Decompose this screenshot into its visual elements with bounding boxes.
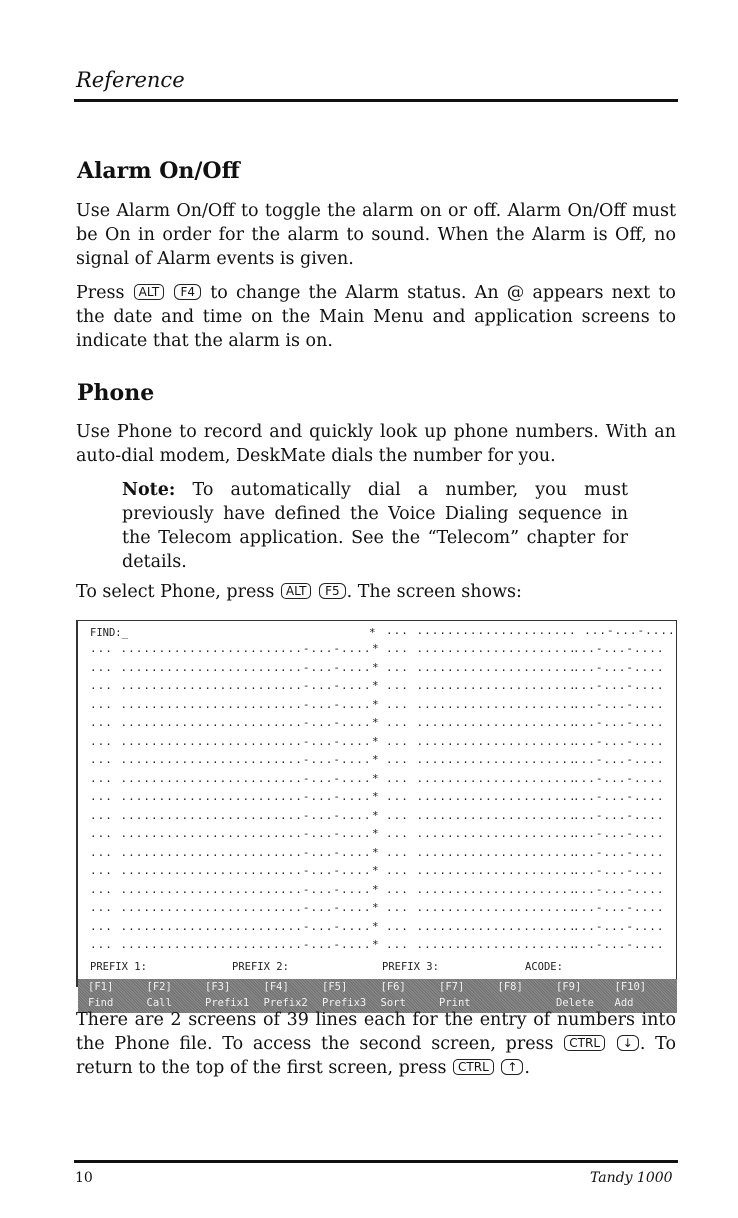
entry-number-right: ...-...-....: [573, 808, 665, 822]
f4-key: F4: [174, 284, 201, 300]
entry-name-left: ... .....................: [90, 660, 281, 674]
column-separator: *: [372, 771, 380, 785]
list-item[interactable]: [90, 938, 674, 957]
entry-name-right: ... .....................: [386, 938, 577, 951]
alt-key: ALT: [281, 583, 312, 599]
product-name: Tandy 1000: [590, 1170, 673, 1186]
entry-name-right: ... .....................: [386, 827, 577, 840]
column-separator: *: [372, 679, 380, 692]
column-separator: *: [372, 845, 380, 859]
entry-name-left: ... .....................: [90, 753, 281, 766]
list-item[interactable]: [90, 698, 674, 717]
entry-number-left: ...-...-....: [280, 790, 372, 803]
entry-number-right: ...-...-....: [573, 827, 665, 840]
entry-name-left: ... .....................: [90, 808, 281, 822]
entry-number-left: ...-...-....: [280, 827, 372, 840]
entry-number-left: ...-...-....: [280, 882, 372, 896]
function-key-6[interactable]: [F6]: [380, 981, 406, 993]
function-name-6[interactable]: Sort: [380, 997, 406, 1009]
entry-number-left: ...-...-....: [280, 864, 372, 877]
column-separator: *: [372, 790, 380, 803]
entry-number-left: ...-...-....: [280, 660, 372, 674]
list-item[interactable]: [90, 864, 674, 883]
function-key-10[interactable]: [F10]: [614, 981, 647, 993]
entry-number-left: ...-...-....: [280, 716, 372, 729]
note-label: Note:: [122, 480, 176, 500]
list-item[interactable]: [90, 846, 674, 865]
after-text: There are 2 screens of 39 lines each for the entry of numbers into the Phone file. To access the second screen, press: [76, 1010, 676, 1054]
function-key-7[interactable]: [F7]: [439, 981, 465, 993]
entry-number-right: ...-...-....: [573, 919, 665, 933]
up-arrow-key: ↑: [501, 1059, 523, 1075]
entry-number-right: ...-...-....: [573, 845, 665, 859]
function-name-3[interactable]: Prefix1: [205, 997, 250, 1009]
column-separator: *: [372, 697, 380, 711]
entry-number-right: ...-...-....: [573, 771, 665, 785]
entry-number-right: ...-...-....: [573, 882, 665, 896]
list-item[interactable]: [90, 716, 674, 735]
alarm-paragraph: Use Alarm On/Off to toggle the alarm on or off. Alarm On/Off must be On in order for the alarm to sound. When the Alarm is Off, no signal of Alarm events is given.: [76, 201, 676, 269]
entry-name-left: ... .....................: [90, 938, 281, 951]
header-rule: [74, 99, 678, 102]
ctrl-key: CTRL: [453, 1059, 494, 1075]
entry-number-right: ...-...-....: [573, 716, 665, 729]
column-separator: *: [372, 642, 380, 655]
column-separator: *: [372, 716, 380, 729]
entry-name-left: ... .....................: [90, 845, 281, 859]
entry-name-left: ... .....................: [90, 734, 281, 748]
entry-name-left: ... .....................: [90, 642, 281, 655]
select-text: To select Phone, press: [76, 582, 275, 602]
function-key-3[interactable]: [F3]: [205, 981, 231, 993]
function-name-10[interactable]: Add: [614, 997, 634, 1009]
entry-number-left: ...-...-....: [280, 771, 372, 785]
column-separator: *: [372, 938, 380, 951]
entry-name-left: ... .....................: [90, 919, 281, 933]
page-number: 10: [75, 1170, 93, 1186]
function-key-1[interactable]: [F1]: [88, 981, 114, 993]
entry-number-left: ...-...-....: [280, 808, 372, 822]
function-key-4[interactable]: [F4]: [263, 981, 289, 993]
entry-name-left: ... .....................: [90, 882, 281, 896]
entry-name-right: ... .....................: [386, 901, 577, 914]
entry-name-right: ... .....................: [386, 882, 577, 896]
list-item[interactable]: [90, 883, 674, 902]
press-text: Press: [76, 283, 125, 303]
footer-rule: [74, 1160, 678, 1163]
ctrl-key: CTRL: [564, 1035, 605, 1051]
entry-name-right: ... .....................: [386, 642, 577, 655]
list-item[interactable]: [90, 920, 674, 939]
column-separator: *: [372, 901, 380, 914]
column-separator: *: [372, 753, 380, 766]
down-arrow-key: ↓: [617, 1035, 639, 1051]
list-item[interactable]: [90, 790, 674, 809]
entry-name-right: ... .....................: [386, 660, 577, 674]
entry-name-left: ... .....................: [90, 679, 281, 692]
column-separator: *: [369, 626, 376, 639]
list-item[interactable]: [90, 809, 674, 828]
list-item[interactable]: [90, 753, 674, 772]
entry-name-left: ... .....................: [90, 901, 281, 914]
function-key-5[interactable]: [F5]: [322, 981, 348, 993]
list-item[interactable]: [90, 735, 674, 754]
entry-number-left: ...-...-....: [280, 734, 372, 748]
entry-name-right: ... .....................: [386, 919, 577, 933]
entry-number-right: ...-...-....: [573, 660, 665, 674]
entry-number-right: ...-...-....: [573, 679, 665, 692]
select-paragraph: [76, 580, 676, 604]
entry-name-left: ... .....................: [90, 827, 281, 840]
entry-number-left: ...-...-....: [280, 845, 372, 859]
entry-name-left: ... .....................: [90, 790, 281, 803]
entry-number-right: ...-...-....: [573, 790, 665, 803]
phone-paragraph: Use Phone to record and quickly look up phone numbers. With an auto-dial modem, DeskMate dials the number for you.: [76, 422, 676, 466]
function-name-2[interactable]: Call: [146, 997, 172, 1009]
entry-name-right: ... .....................: [386, 864, 577, 877]
prefix1-field[interactable]: PREFIX 1:: [90, 961, 147, 973]
list-item[interactable]: [90, 772, 674, 791]
select-text-rest: . The screen shows:: [346, 582, 522, 602]
entry-number-left: ...-...-....: [280, 919, 372, 933]
entry-name-right: ... .....................: [386, 716, 577, 729]
after-paragraph: [76, 1008, 676, 1080]
column-separator: *: [372, 808, 380, 822]
prefix2-field[interactable]: PREFIX 2:: [232, 961, 289, 973]
alarm-heading: Alarm On/Off: [77, 158, 240, 184]
entry-name-right: ... .....................: [386, 845, 577, 859]
column-separator: *: [372, 882, 380, 896]
entry-name-right: ... .....................: [386, 790, 577, 803]
list-item[interactable]: [90, 901, 674, 920]
top-right-entry: ... ..................... ...-...-....: [386, 624, 676, 637]
column-separator: *: [372, 734, 380, 748]
entry-number-right: ...-...-....: [573, 734, 665, 748]
entry-name-left: ... .....................: [90, 716, 281, 729]
column-separator: *: [372, 864, 380, 877]
entry-number-left: ...-...-....: [280, 753, 372, 766]
entry-number-right: ...-...-....: [573, 642, 665, 655]
list-item[interactable]: [90, 642, 674, 661]
list-item[interactable]: [90, 827, 674, 846]
alarm-press-paragraph: [76, 281, 676, 353]
note-paragraph: [122, 478, 628, 574]
find-field[interactable]: FIND:_: [90, 627, 128, 639]
entry-number-right: ...-...-....: [573, 901, 665, 914]
phone-list: [90, 642, 674, 957]
entry-number-right: ...-...-....: [573, 753, 665, 766]
function-name-5[interactable]: Prefix3: [322, 997, 367, 1009]
entry-name-left: ... .....................: [90, 864, 281, 877]
column-separator: *: [372, 827, 380, 840]
entry-number-left: ...-...-....: [280, 642, 372, 655]
entry-number-right: ...-...-....: [573, 938, 665, 951]
entry-number-left: ...-...-....: [280, 901, 372, 914]
after-text-mid: . To return to the top of the first screen, press: [76, 1034, 676, 1078]
function-key-8[interactable]: [F8]: [497, 981, 523, 993]
phone-heading: Phone: [77, 380, 155, 406]
after-text-end: .: [524, 1058, 530, 1078]
note-text: To automatically dial a number, you must previously have defined the Voice Dialing sequence in the Telecom application. See the “Telecom” chapter for details.: [122, 480, 628, 572]
entry-number-left: ...-...-....: [280, 938, 372, 951]
entry-name-left: ... .....................: [90, 771, 281, 785]
acode-field[interactable]: ACODE:: [525, 961, 563, 973]
entry-number-right: ...-...-....: [573, 697, 665, 711]
entry-name-right: ... .....................: [386, 808, 577, 822]
entry-number-right: ...-...-....: [573, 864, 665, 877]
column-separator: *: [372, 660, 380, 674]
f5-key: F5: [319, 583, 346, 599]
press-text-rest: to change the Alarm status. An @ appears next to the date and time on the Main Menu and application screens to indicate that the alarm is on.: [76, 283, 676, 351]
list-item[interactable]: [90, 679, 674, 698]
entry-name-right: ... .....................: [386, 771, 577, 785]
alt-key: ALT: [134, 284, 165, 300]
section-header: Reference: [76, 68, 185, 92]
entry-name-left: ... .....................: [90, 697, 281, 711]
entry-name-right: ... .....................: [386, 753, 577, 766]
function-key-2[interactable]: [F2]: [146, 981, 172, 993]
entry-name-right: ... .....................: [386, 734, 577, 748]
list-item[interactable]: [90, 661, 674, 680]
entry-number-left: ...-...-....: [280, 697, 372, 711]
entry-name-right: ... .....................: [386, 697, 577, 711]
function-name-4[interactable]: Prefix2: [263, 997, 308, 1009]
entry-name-right: ... .....................: [386, 679, 577, 692]
phone-screen: [76, 620, 677, 1009]
function-key-9[interactable]: [F9]: [556, 981, 582, 993]
entry-number-left: ...-...-....: [280, 679, 372, 692]
function-name-9[interactable]: Delete: [556, 997, 594, 1009]
function-name-7[interactable]: Print: [439, 997, 471, 1009]
function-name-1[interactable]: Find: [88, 997, 114, 1009]
column-separator: *: [372, 919, 380, 933]
prefix3-field[interactable]: PREFIX 3:: [382, 961, 439, 973]
